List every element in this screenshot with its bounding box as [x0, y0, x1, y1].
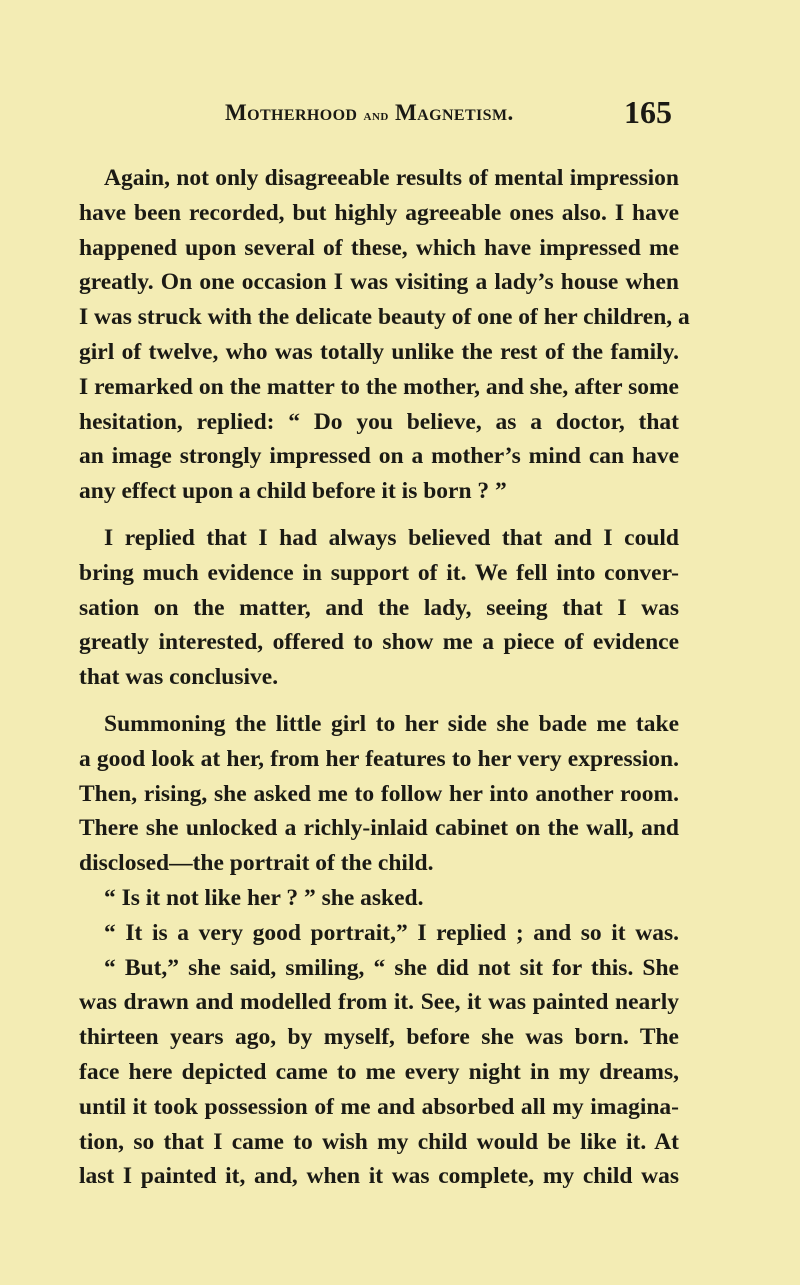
- text-line: thirteen years ago, by myself, before she was born. The: [79, 1024, 679, 1051]
- text-line: “ It is a very good portrait,” I replied ; and so it was.: [104, 919, 679, 946]
- body-text: [79, 161, 690, 1194]
- text-line: I remarked on the matter to the mother, and she, after some: [79, 373, 679, 400]
- text-line: face here depicted came to me every night in my dreams,: [79, 1058, 679, 1085]
- text-line: Summoning the little girl to her side she bade me take: [104, 710, 679, 737]
- running-title-left: Motherhood: [225, 100, 358, 125]
- text-line: until it took possession of me and absorbed all my imagina-: [79, 1093, 679, 1120]
- text-line: There she unlocked a richly-inlaid cabinet on the wall, and: [79, 815, 679, 842]
- text-line: I replied that I had always believed that and I could: [104, 524, 679, 551]
- text-line: Again, not only disagreeable results of mental impression: [104, 165, 679, 191]
- paragraph-spacer: [79, 695, 679, 707]
- text-line: disclosed—the portrait of the child.: [79, 850, 434, 877]
- text-line: Then, rising, she asked me to follow her into another room.: [79, 780, 679, 807]
- text-line: greatly interested, offered to show me a piece of evidence: [79, 629, 679, 656]
- text-line: “ But,” she said, smiling, “ she did not sit for this. She: [104, 954, 679, 981]
- text-line: hesitation, replied: “ Do you believe, as a doctor, that: [79, 408, 679, 435]
- running-head: [225, 94, 672, 134]
- paragraph-4: [79, 881, 679, 916]
- text-line: sation on the matter, and the lady, seeing that I was: [79, 594, 679, 621]
- paragraph-1: [79, 161, 690, 509]
- running-title-right: Magnetism.: [395, 100, 514, 125]
- text-line: tion, so that I came to wish my child would be like it. At: [79, 1128, 679, 1155]
- paragraph-2: [79, 521, 679, 695]
- text-line: last I painted it, and, when it was complete, my child was: [79, 1163, 679, 1190]
- paragraph-5: [79, 916, 679, 951]
- text-line: bring much evidence in support of it. We fell into conver-: [79, 559, 679, 586]
- page-number: 165: [624, 94, 672, 130]
- text-line: “ Is it not like her ? ” she asked.: [104, 884, 424, 911]
- text-line: that was conclusive.: [79, 664, 279, 691]
- text-line: was drawn and modelled from it. See, it was painted nearly: [79, 989, 679, 1016]
- text-line: a good look at her, from her features to her very expression.: [79, 745, 679, 772]
- text-line: an image strongly impressed on a mother’s mind can have: [79, 443, 679, 470]
- text-line: any effect upon a child before it is born ? ”: [79, 478, 507, 505]
- paragraph-spacer: [79, 509, 679, 521]
- running-title-and: and: [363, 108, 389, 124]
- paragraph-6: [79, 951, 679, 1195]
- running-title: [225, 100, 514, 126]
- text-line: happened upon several of these, which have impressed me: [79, 234, 679, 261]
- text-line: have been recorded, but highly agreeable ones also. I have: [79, 199, 679, 226]
- text-line: I was struck with the delicate beauty of one of her children, a: [79, 304, 690, 331]
- text-line: greatly. On one occasion I was visiting a lady’s house when: [79, 269, 679, 296]
- text-line: girl of twelve, who was totally unlike the rest of the family.: [79, 338, 679, 365]
- paragraph-3: [79, 707, 679, 881]
